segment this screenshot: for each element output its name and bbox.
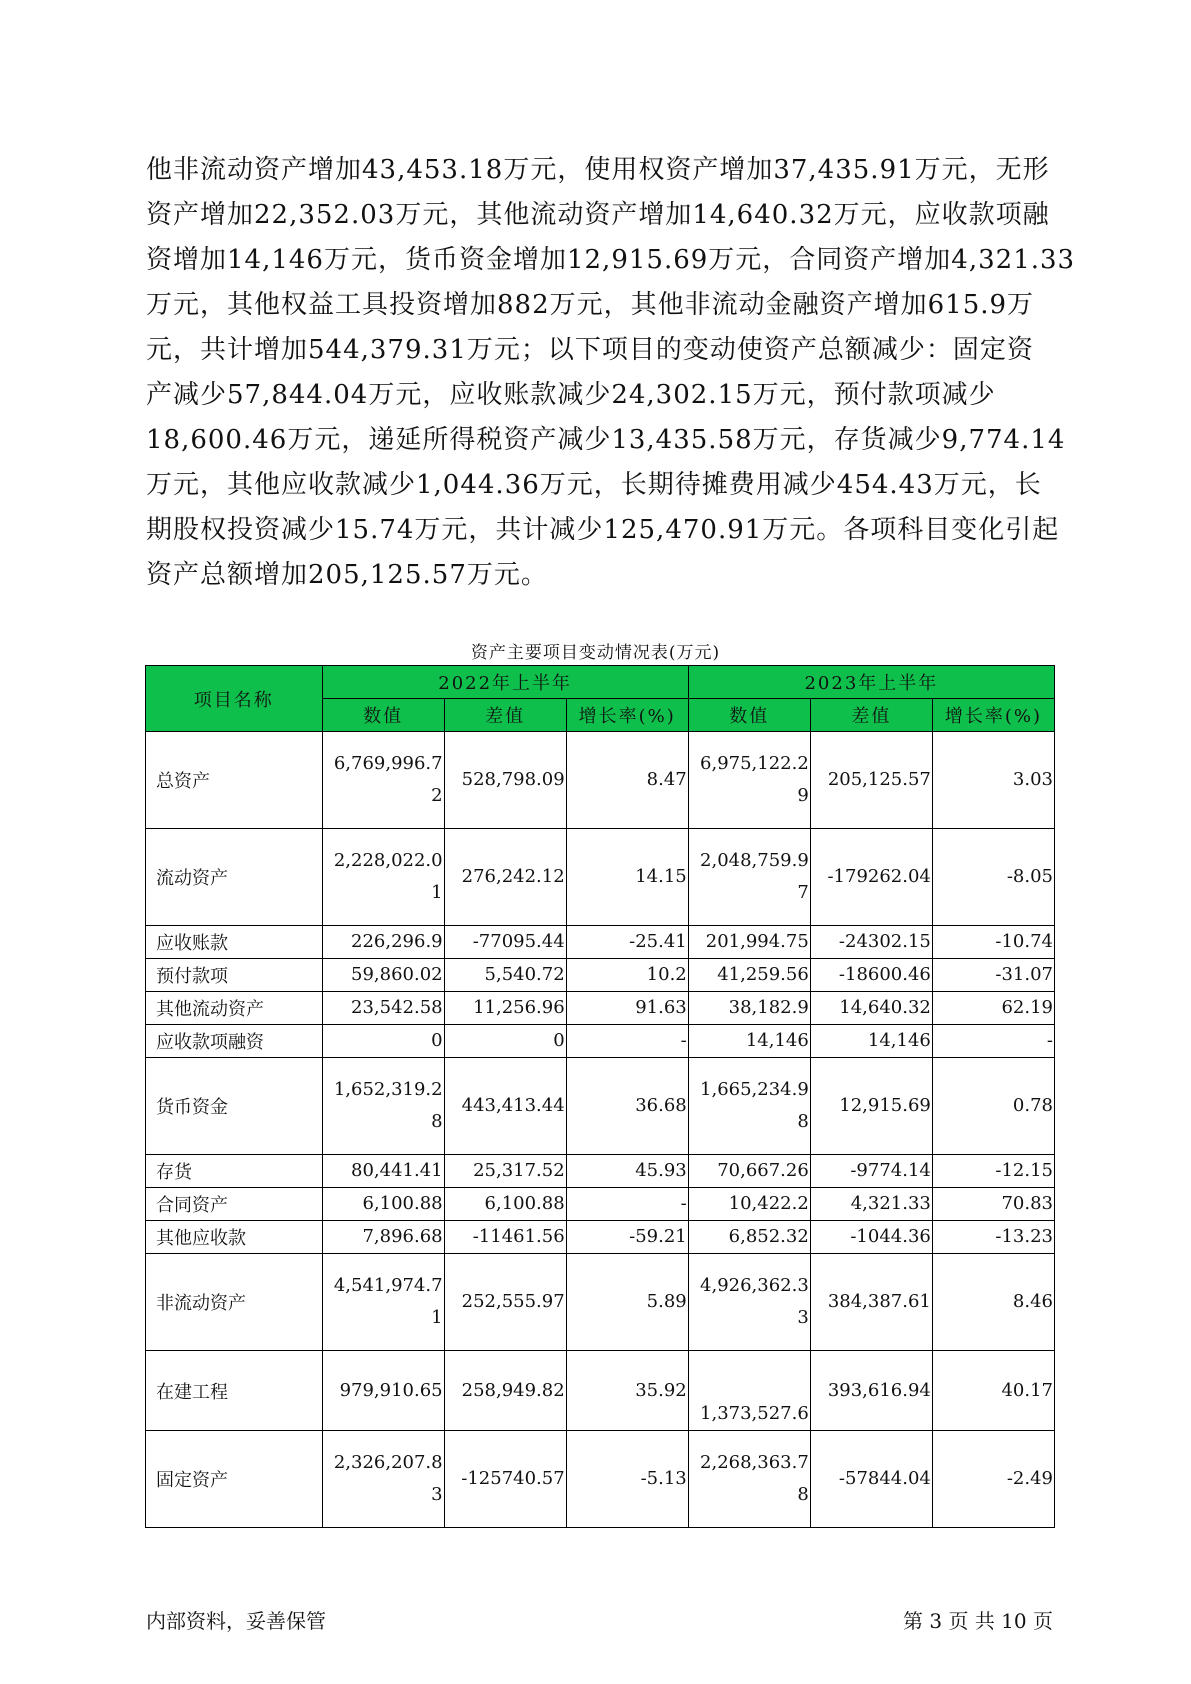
cell-g22: 91.63 [566, 992, 688, 1025]
cell-v22: 59,860.02 [322, 959, 444, 992]
cell-v23: 41,259.56 [688, 959, 810, 992]
cell-g22: 35.92 [566, 1351, 688, 1431]
row-item-name: 总资产 [146, 732, 323, 829]
header-diff-2023: 差值 [810, 699, 932, 732]
header-group-2023: 2023年上半年 [688, 666, 1054, 699]
cell-v22: 6,100.88 [322, 1188, 444, 1221]
cell-d22: -77095.44 [444, 926, 566, 959]
table-row [146, 1025, 1055, 1058]
cell-g22: - [566, 1188, 688, 1221]
row-item-name: 货币资金 [146, 1058, 323, 1155]
cell-v22: 6,769,996.72 [322, 732, 444, 829]
cell-d23: 384,387.61 [810, 1254, 932, 1351]
cell-v22: 1,652,319.28 [322, 1058, 444, 1155]
cell-g22: -59.21 [566, 1221, 688, 1254]
cell-d23: -18600.46 [810, 959, 932, 992]
cell-d23: 12,915.69 [810, 1058, 932, 1155]
cell-v23: 1,665,234.98 [688, 1058, 810, 1155]
cell-d23: -179262.04 [810, 829, 932, 926]
row-item-name: 存货 [146, 1155, 323, 1188]
cell-d22: 528,798.09 [444, 732, 566, 829]
header-group-2022: 2022年上半年 [322, 666, 688, 699]
body-paragraph [146, 148, 1076, 598]
table-row [146, 992, 1055, 1025]
paragraph-line: 期股权投资减少15.74万元，共计减少125,470.91万元。各项科目变化引起 [146, 515, 1060, 545]
paragraph-line: 万元，其他应收款减少1,044.36万元，长期待摊费用减少454.43万元，长 [146, 470, 1042, 500]
table-row [146, 1221, 1055, 1254]
row-item-name: 合同资产 [146, 1188, 323, 1221]
cell-v23: 4,926,362.33 [688, 1254, 810, 1351]
cell-d23: 4,321.33 [810, 1188, 932, 1221]
table-row [146, 732, 1055, 829]
cell-d23: -24302.15 [810, 926, 932, 959]
cell-g23: 8.46 [932, 1254, 1054, 1351]
row-item-name: 流动资产 [146, 829, 323, 926]
header-growth-2023: 增长率(%) [932, 699, 1054, 732]
cell-v23: 14,146 [688, 1025, 810, 1058]
row-item-name: 其他流动资产 [146, 992, 323, 1025]
cell-v22: 4,541,974.71 [322, 1254, 444, 1351]
row-item-name: 应收款项融资 [146, 1025, 323, 1058]
row-item-name: 预付款项 [146, 959, 323, 992]
table-row [146, 1058, 1055, 1155]
header-diff-2022: 差值 [444, 699, 566, 732]
cell-d22: 252,555.97 [444, 1254, 566, 1351]
cell-g23: -10.74 [932, 926, 1054, 959]
table-row [146, 1351, 1055, 1431]
cell-v23: 1,373,527.6 [688, 1351, 810, 1431]
cell-d23: 14,640.32 [810, 992, 932, 1025]
cell-g23: 70.83 [932, 1188, 1054, 1221]
paragraph-line: 18,600.46万元，递延所得税资产减少13,435.58万元，存货减少9,774.14 [146, 425, 1066, 455]
row-item-name: 固定资产 [146, 1431, 323, 1528]
cell-g23: -31.07 [932, 959, 1054, 992]
paragraph-line: 资增加14,146万元，货币资金增加12,915.69万元，合同资产增加4,321.33 [146, 245, 1076, 275]
cell-g23: 62.19 [932, 992, 1054, 1025]
cell-v22: 80,441.41 [322, 1155, 444, 1188]
cell-g23: 0.78 [932, 1058, 1054, 1155]
cell-g22: -25.41 [566, 926, 688, 959]
cell-g22: 10.2 [566, 959, 688, 992]
cell-d22: -11461.56 [444, 1221, 566, 1254]
paragraph-line: 万元，其他权益工具投资增加882万元，其他非流动金融资产增加615.9万 [146, 290, 1035, 320]
paragraph-line: 资产总额增加205,125.57万元。 [146, 560, 548, 590]
cell-d22: 443,413.44 [444, 1058, 566, 1155]
row-item-name: 应收账款 [146, 926, 323, 959]
cell-g22: 45.93 [566, 1155, 688, 1188]
header-value-2023: 数值 [688, 699, 810, 732]
cell-v22: 0 [322, 1025, 444, 1058]
cell-d23: 393,616.94 [810, 1351, 932, 1431]
cell-d22: 258,949.82 [444, 1351, 566, 1431]
paragraph-line: 资产增加22,352.03万元，其他流动资产增加14,640.32万元，应收款项融 [146, 200, 1050, 230]
cell-g23: -12.15 [932, 1155, 1054, 1188]
cell-v23: 6,975,122.29 [688, 732, 810, 829]
cell-g23: 3.03 [932, 732, 1054, 829]
table-row [146, 1431, 1055, 1528]
cell-d23: -9774.14 [810, 1155, 932, 1188]
paragraph-line: 他非流动资产增加43,453.18万元，使用权资产增加37,435.91万元，无形 [146, 155, 1050, 185]
cell-v23: 10,422.2 [688, 1188, 810, 1221]
cell-v23: 70,667.26 [688, 1155, 810, 1188]
cell-v22: 226,296.9 [322, 926, 444, 959]
cell-v22: 23,542.58 [322, 992, 444, 1025]
cell-v22: 979,910.65 [322, 1351, 444, 1431]
header-growth-2022: 增长率(%) [566, 699, 688, 732]
asset-changes-table [145, 665, 1055, 1528]
row-item-name: 非流动资产 [146, 1254, 323, 1351]
cell-d22: 11,256.96 [444, 992, 566, 1025]
cell-d22: -125740.57 [444, 1431, 566, 1528]
paragraph-line: 元，共计增加544,379.31万元；以下项目的变动使资产总额减少：固定资 [146, 335, 1034, 365]
table-row [146, 1188, 1055, 1221]
cell-g23: -8.05 [932, 829, 1054, 926]
cell-d23: -1044.36 [810, 1221, 932, 1254]
cell-v23: 201,994.75 [688, 926, 810, 959]
cell-v23: 38,182.9 [688, 992, 810, 1025]
cell-g22: 8.47 [566, 732, 688, 829]
cell-g22: - [566, 1025, 688, 1058]
table-row [146, 1254, 1055, 1351]
row-item-name: 在建工程 [146, 1351, 323, 1431]
cell-d23: -57844.04 [810, 1431, 932, 1528]
cell-v23: 2,048,759.97 [688, 829, 810, 926]
cell-d22: 25,317.52 [444, 1155, 566, 1188]
cell-g22: 14.15 [566, 829, 688, 926]
cell-d22: 6,100.88 [444, 1188, 566, 1221]
cell-v22: 2,326,207.83 [322, 1431, 444, 1528]
header-item-name: 项目名称 [146, 666, 323, 732]
cell-v22: 7,896.68 [322, 1221, 444, 1254]
table-row [146, 959, 1055, 992]
cell-g22: 5.89 [566, 1254, 688, 1351]
table-row [146, 1155, 1055, 1188]
cell-g22: -5.13 [566, 1431, 688, 1528]
header-value-2022: 数值 [322, 699, 444, 732]
cell-d22: 0 [444, 1025, 566, 1058]
cell-g23: -2.49 [932, 1431, 1054, 1528]
table-caption: 资产主要项目变动情况表(万元) [470, 643, 721, 663]
cell-d23: 205,125.57 [810, 732, 932, 829]
cell-v23: 2,268,363.78 [688, 1431, 810, 1528]
cell-v22: 2,228,022.01 [322, 829, 444, 926]
cell-g22: 36.68 [566, 1058, 688, 1155]
table-row [146, 829, 1055, 926]
table-row [146, 926, 1055, 959]
cell-v23: 6,852.32 [688, 1221, 810, 1254]
cell-d22: 5,540.72 [444, 959, 566, 992]
cell-g23: -13.23 [932, 1221, 1054, 1254]
footer-page-number: 第 3 页 共 10 页 [903, 1609, 1053, 1633]
cell-d23: 14,146 [810, 1025, 932, 1058]
cell-g23: - [932, 1025, 1054, 1058]
cell-g23: 40.17 [932, 1351, 1054, 1431]
row-item-name: 其他应收款 [146, 1221, 323, 1254]
paragraph-line: 产减少57,844.04万元，应收账款减少24,302.15万元，预付款项减少 [146, 380, 996, 410]
cell-d22: 276,242.12 [444, 829, 566, 926]
footer-confidential-note: 内部资料，妥善保管 [146, 1609, 326, 1633]
